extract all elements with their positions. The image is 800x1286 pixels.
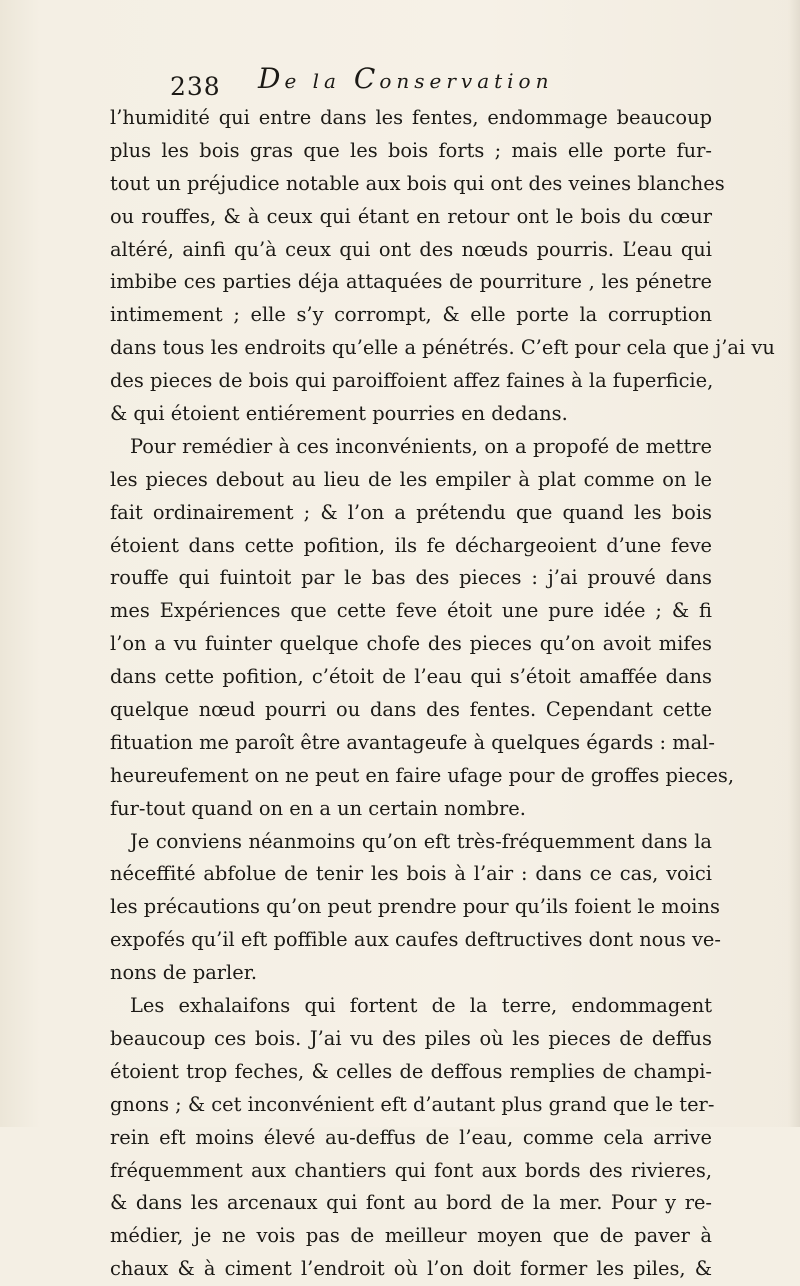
- text-line: fréquemment aux chantiers qui font aux bords des rivieres,: [110, 1158, 712, 1182]
- running-header: [170, 62, 710, 102]
- text-line: dans tous les endroits qu’elle a pénétrés. C’eft pour cela que j’ai vu: [110, 336, 775, 360]
- text-line: tout un préjudice notable aux bois qui ont des veines blanches: [110, 171, 725, 195]
- page-edge-shadow: [788, 0, 800, 1127]
- text-line: & dans les arcenaux qui font au bord de la mer. Pour y re-: [110, 1191, 712, 1215]
- text-line: rein eft moins élevé au-deffus de l’eau, comme cela arrive: [110, 1125, 712, 1149]
- text-line: des pieces de bois qui paroiffoient affez faines à la fuperficie,: [110, 369, 714, 393]
- text-line: plus les bois gras que les bois forts ; mais elle porte fur-: [110, 138, 712, 162]
- page-number: 238: [170, 72, 221, 101]
- text-line: Je conviens néanmoins qu’on eft très-fréquemment dans la: [130, 829, 712, 853]
- text-line: imbibe ces parties déja attaquées de pourriture , les pénetre: [110, 270, 712, 294]
- text-line: ou rouffes, & à ceux qui étant en retour ont le bois du cœur: [110, 204, 712, 228]
- text-line: altéré, ainfi qu’à ceux qui ont des nœuds pourris. L’eau qui: [110, 237, 712, 261]
- text-line: intimement ; elle s’y corrompt, & elle porte la corruption: [110, 303, 712, 327]
- text-line: & qui étoient entiérement pourries en dedans.: [110, 402, 568, 426]
- text-line: les précautions qu’on peut prendre pour qu’ils foient le moins: [110, 895, 720, 919]
- text-line: étoient dans cette pofition, ils fe déchargeoient d’une feve: [110, 533, 712, 557]
- body-text: [110, 102, 775, 1286]
- running-title-d: D: [258, 62, 285, 95]
- text-line: fait ordinairement ; & l’on a prétendu que quand les bois: [110, 500, 712, 524]
- text-line: chaux & à ciment l’endroit où l’on doit former les piles, &: [110, 1257, 712, 1281]
- running-title: [258, 62, 553, 95]
- text-line: beaucoup ces bois. J’ai vu des piles où les pieces de deffus: [110, 1026, 712, 1050]
- text-line: fur-tout quand on en a un certain nombre.: [110, 796, 526, 820]
- text-line: l’humidité qui entre dans les fentes, endommage beaucoup: [110, 106, 712, 129]
- text-line: dans cette pofition, c’étoit de l’eau qui s’étoit amaffée dans: [110, 665, 712, 689]
- text-line: heureufement on ne peut en faire ufage pour de groffes pieces,: [110, 763, 735, 787]
- text-line: néceffité abfolue de tenir les bois à l’air : dans ce cas, voici: [110, 862, 712, 886]
- text-line: fituation me paroît être avantageufe à quelques égards : mal-: [110, 730, 715, 754]
- text-line: étoient trop feches, & celles de deffous remplies de champi-: [110, 1059, 712, 1083]
- text-line: nons de parler.: [110, 961, 258, 985]
- text-line: quelque nœud pourri ou dans des fentes. Cependant cette: [110, 698, 712, 722]
- text-line: Les exhalaifons qui fortent de la terre, endommagent: [130, 994, 712, 1018]
- text-line: rouffe qui fuintoit par le bas des pieces : j’ai prouvé dans: [110, 566, 712, 590]
- running-title-e-la: e la: [284, 69, 341, 93]
- running-title-onservation: onservation: [379, 69, 554, 93]
- text-line: gnons ; & cet inconvénient eft d’autant plus grand que le ter-: [110, 1092, 715, 1116]
- running-title-c: C: [353, 62, 380, 95]
- text-line: les pieces debout au lieu de les empiler à plat comme on le: [110, 467, 712, 491]
- text-line: Pour remédier à ces inconvénients, on a propofé de mettre: [130, 434, 712, 458]
- text-line: médier, je ne vois pas de meilleur moyen que de paver à: [110, 1224, 712, 1248]
- text-line: mes Expériences que cette feve étoit une pure idée ; & fi: [110, 599, 712, 623]
- text-line: expofés qu’il eft poffible aux caufes deftructives dont nous ve-: [110, 928, 721, 952]
- text-line: l’on a vu fuinter quelque chofe des pieces qu’on avoit mifes: [110, 632, 712, 656]
